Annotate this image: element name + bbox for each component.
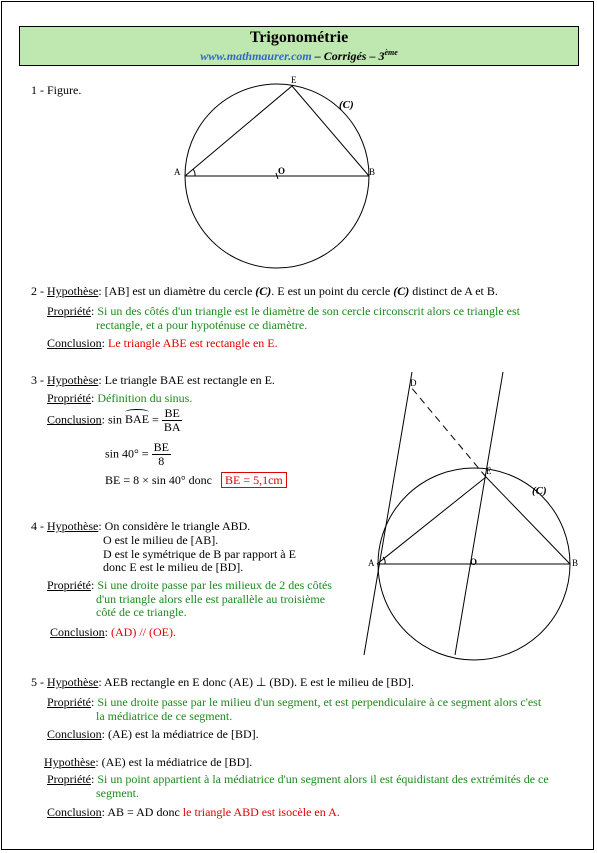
section-1-title: 1 - Figure.: [31, 83, 82, 97]
section-5-hypothesis: 5 - Hypothèse: AEB rectangle en E donc (AE) ⊥ (BD). E est le milieu de [BD].: [31, 675, 415, 689]
label-e: E: [291, 75, 297, 85]
section-3-sin40: sin 40° = $\frac{BE}{8}$: [105, 440, 169, 468]
section-2-hypothesis: 2 - Hypothèse: [AB] est un diamètre du cercle (C). E est un point du cercle (C) distinct de A et B.: [31, 284, 498, 298]
section-5-property-b-2: segment.: [96, 786, 139, 800]
page-subtitle: www.mathmaurer.com – Corrigés – 3ème: [200, 48, 398, 63]
section-5-conclusion: Conclusion: (AE) est la médiatrice de [BD].: [47, 727, 259, 741]
section-4-property-3: côté de ce triangle.: [96, 605, 187, 619]
section-3-property: Propriété: Définition du sinus.: [47, 391, 193, 405]
result-box: BE = 5,1cm: [221, 472, 287, 488]
section-4-property-2: d'un triangle alors elle est parallèle au troisième: [96, 592, 326, 606]
label-o-2: O: [470, 557, 478, 567]
page-title: Trigonométrie: [249, 29, 349, 46]
section-2-property: Propriété: Si un des côtés d'un triangle est le diamètre de son cercle circonscrit alors ce triangle est: [47, 304, 521, 318]
line-oe: [455, 372, 503, 655]
section-4-hyp-2: O est le milieu de [AB].: [103, 533, 219, 547]
label-d: D: [410, 378, 417, 388]
label-e-2: E: [486, 466, 492, 476]
section-2-conclusion: Conclusion: Le triangle ABE est rectangle en E.: [47, 336, 278, 350]
section-4-conclusion: Conclusion: (AD) // (OE).: [50, 625, 176, 639]
fraction-be-8: $\frac{BE}{8}$: [153, 440, 169, 468]
segment-ed-dashed: [410, 386, 486, 477]
section-4-hypothesis: 4 - Hypothèse: On considère le triangle ABD.: [31, 519, 251, 533]
section-5-property: Propriété: Si une droite passe par le milieu d'un segment, et est perpendiculaire à ce segment alors c'est: [47, 695, 542, 709]
label-b: B: [369, 167, 376, 177]
site-link[interactable]: www.mathmaurer.com: [200, 49, 312, 63]
section-4-property: Propriété: Si une droite passe par les milieux de 2 des côtés: [47, 578, 332, 592]
section-3-conclusion: Conclusion: sin BAE = $\frac{BE}{BA}$: [47, 406, 181, 434]
section-5-property-b: Propriété: Si un point appartient à la médiatrice d'un segment alors il est équidistant des extrémités de ce: [47, 772, 549, 786]
label-b-2: B: [572, 558, 579, 568]
section-3-hypothesis: 3 - Hypothèse: Le triangle BAE est rectangle en E.: [31, 373, 275, 387]
section-2-property-cont: rectangle, et a pour hypoténuse ce diamètre.: [96, 318, 308, 332]
section-5-conclusion-2: Conclusion: AB = AD donc le triangle ABD est isocèle en A.: [47, 805, 340, 819]
section-5-property-2: la médiatrice de ce segment.: [96, 709, 233, 723]
section-4-hyp-4: donc E est le milieu de [BD].: [103, 560, 244, 574]
section-4-hyp-3: D est le symétrique de B par rapport à E: [103, 547, 296, 561]
label-a: A: [174, 167, 181, 177]
section-3-result-line: BE = 8 × sin 40° donc BE = 5,1cm: [105, 473, 287, 487]
label-a-2: A: [368, 558, 375, 568]
label-circle-2: (C): [532, 485, 547, 497]
section-5-hypothesis-2: Hypothèse: (AE) est la médiatrice de [BD].: [44, 755, 253, 769]
label-circle: (C): [339, 99, 354, 111]
line-ad: [364, 372, 412, 655]
fraction-be-ba: $\frac{BE}{BA}$: [163, 406, 181, 434]
label-o: O: [278, 166, 286, 176]
